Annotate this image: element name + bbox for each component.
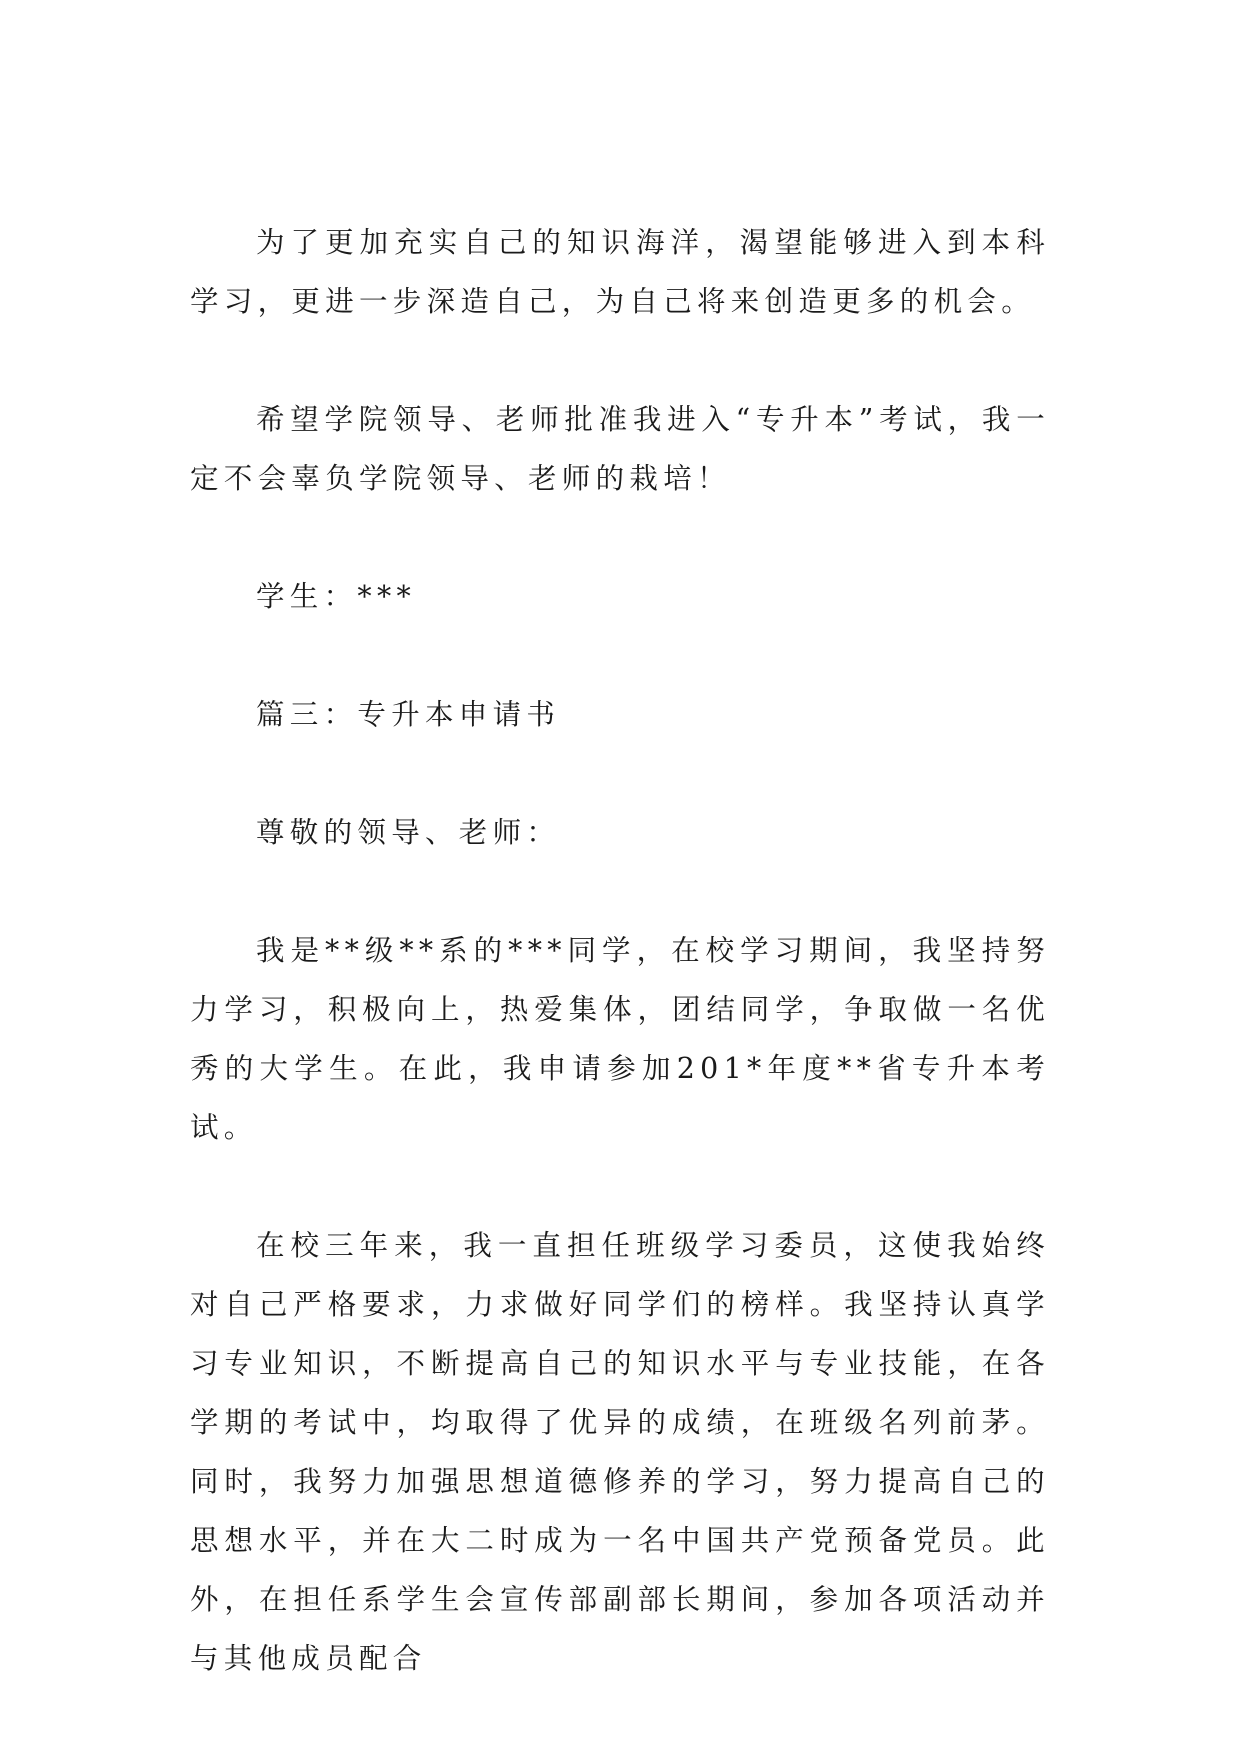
paragraph-achievements: 在校三年来，我一直担任班级学习委员，这使我始终对自己严格要求，力求做好同学们的榜样。我坚持认真学习专业知识，不断提高自己的知识水平与专业技能，在各学期的考试中，均取得了优异的成绩，在班级名列前茅。同时，我努力加强思想道德修养的学习，努力提高自己的思想水平，并在大二时成为一名中国共产党预备党员。此外，在担任系学生会宣传部副部长期间，参加各项活动并与其他成员配合 <box>190 1229 1050 1675</box>
document-body <box>190 213 1050 1688</box>
section-title: 篇三：专升本申请书 <box>256 698 561 731</box>
salutation: 尊敬的领导、老师： <box>256 816 561 849</box>
student-signature: 学生：*** <box>256 580 417 613</box>
paragraph-request: 希望学院领导、老师批准我进入“专升本”考试，我一定不会辜负学院领导、老师的栽培！ <box>190 403 1050 495</box>
paragraph-knowledge: 为了更加充实自己的知识海洋，渴望能够进入到本科学习，更进一步深造自己，为自己将来创造更多的机会。 <box>190 226 1050 318</box>
paragraph-introduction: 我是**级**系的***同学，在校学习期间，我坚持努力学习，积极向上，热爱集体，团结同学，争取做一名优秀的大学生。在此，我申请参加201*年度**省专升本考试。 <box>190 934 1050 1144</box>
